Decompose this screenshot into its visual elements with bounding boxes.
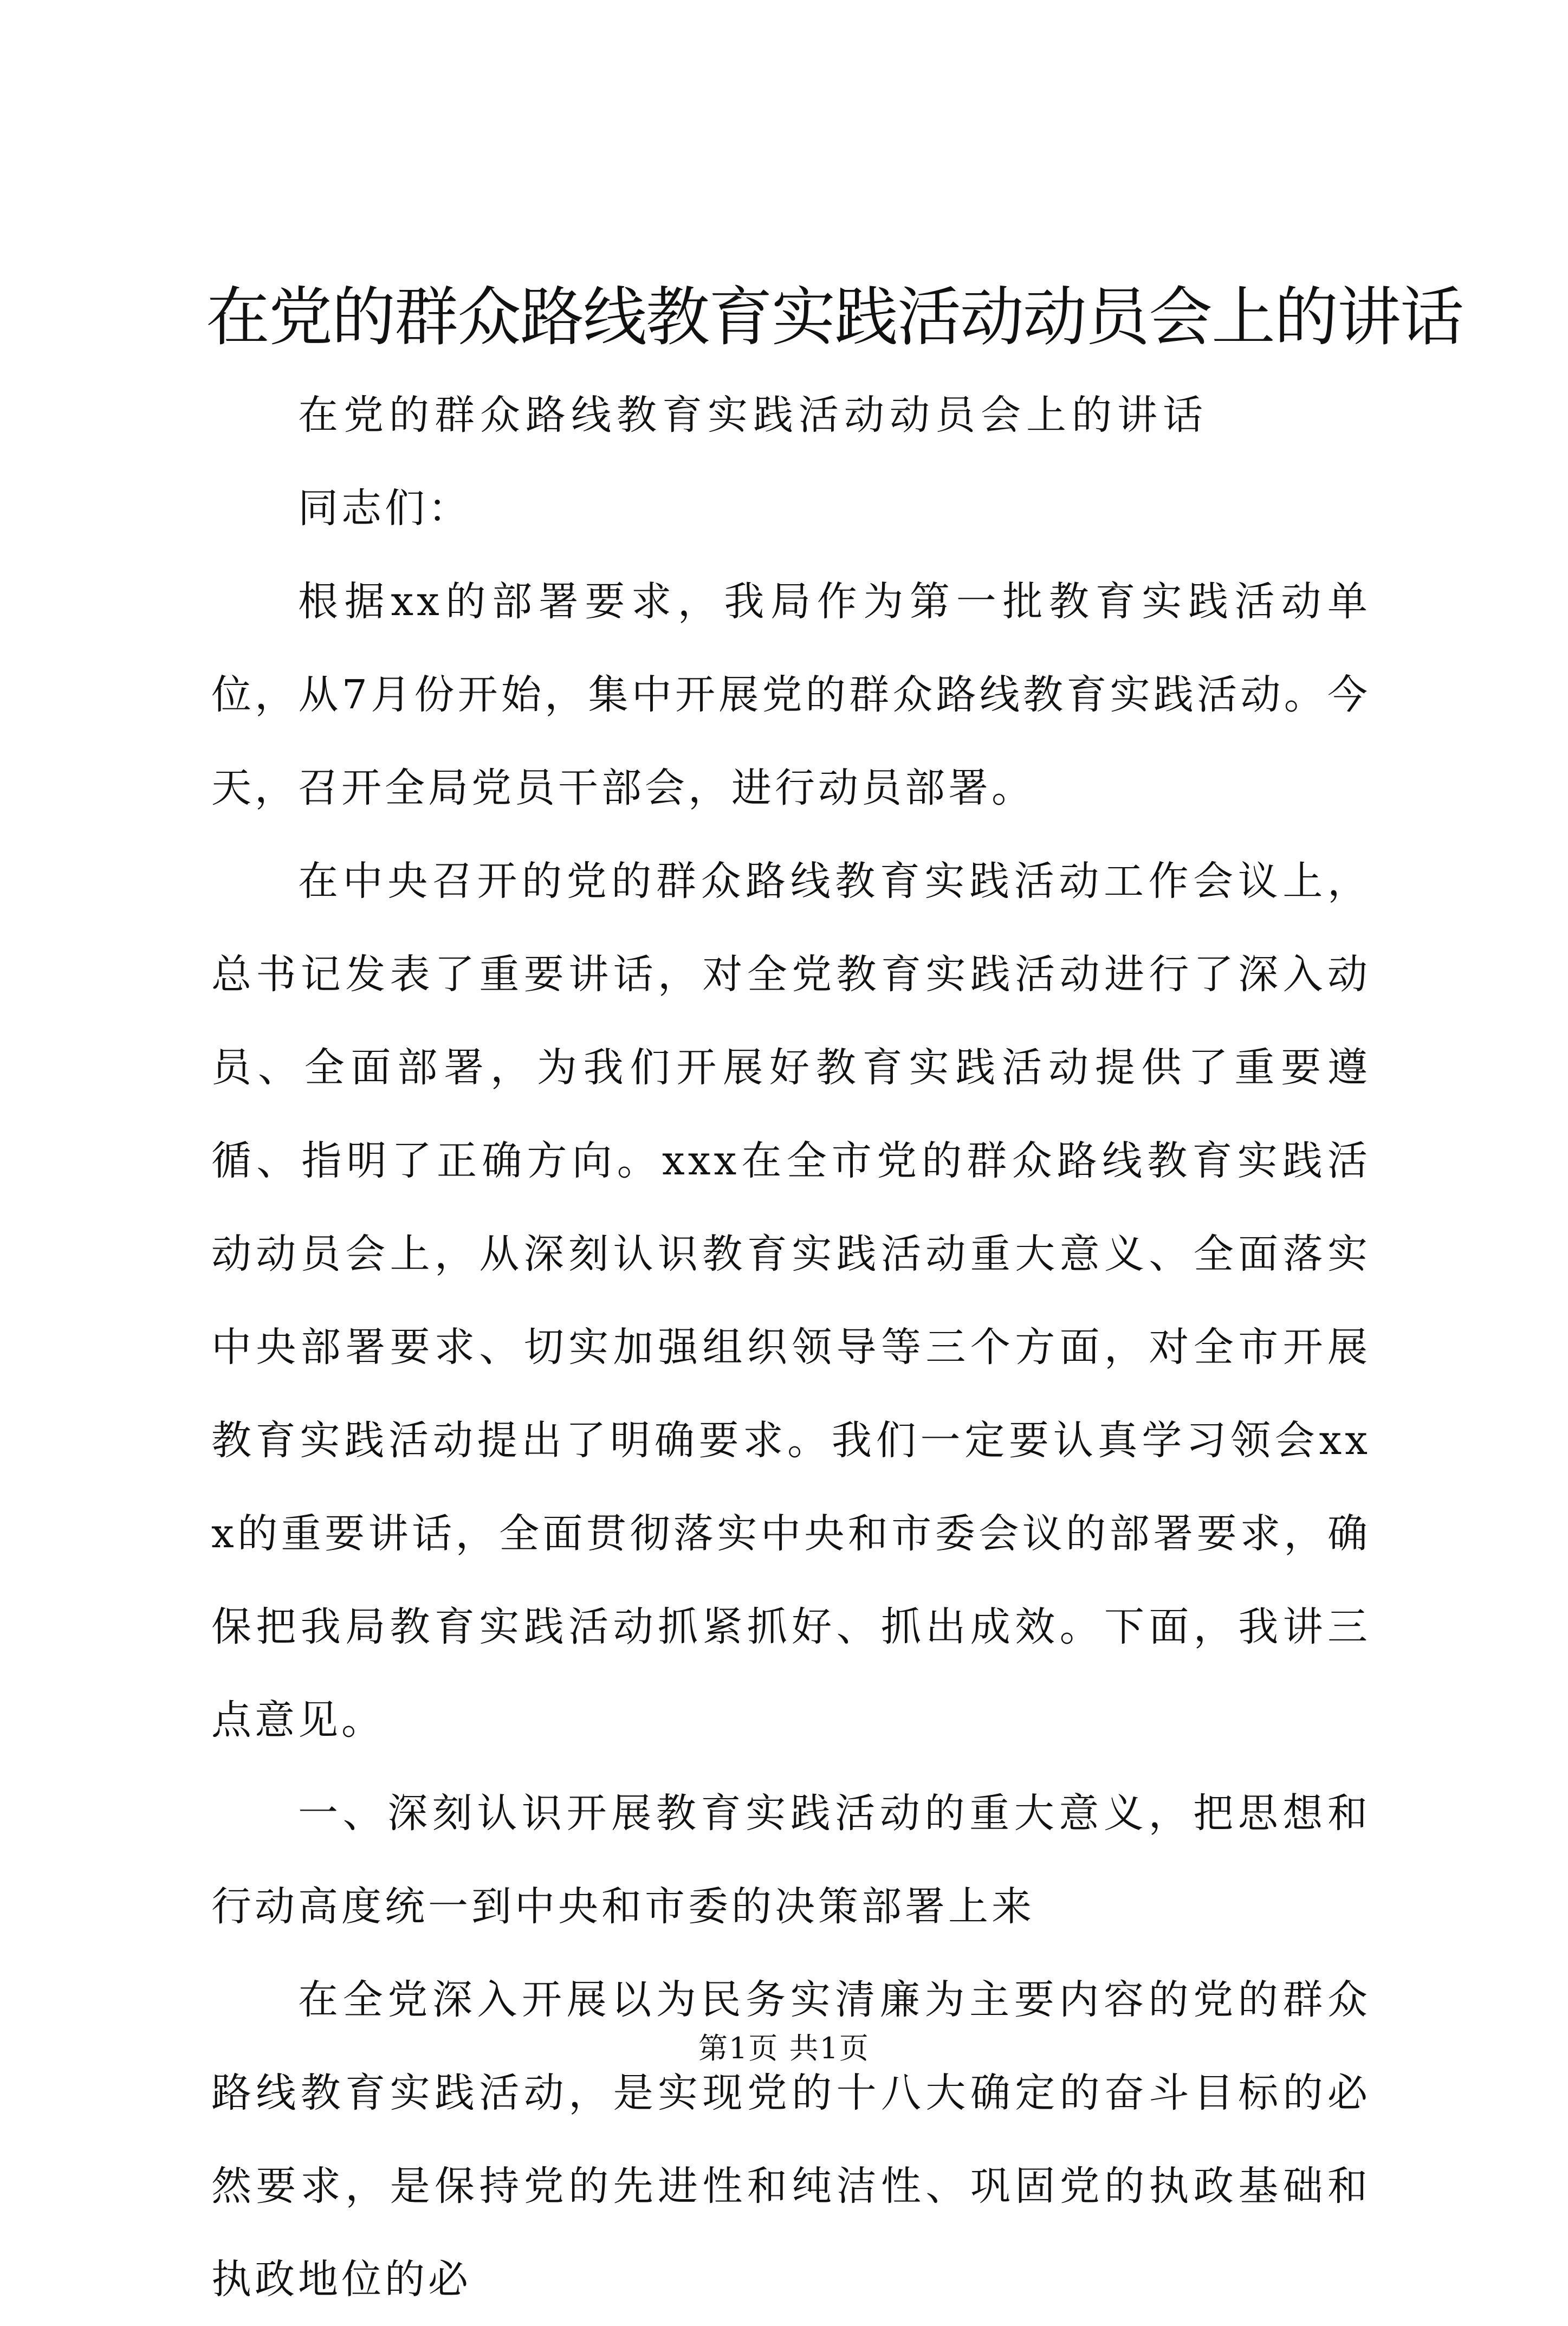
page-footer: 第1页 共1页 bbox=[698, 2031, 870, 2065]
body-paragraph: 在全党深入开展以为民务实清廉为主要内容的党的群众路线教育实践活动，是实现党的十八大确定的奋斗目标的必然要求，是保持党的先进性和纯洁性、巩固党的执政基础和执政地位的必 bbox=[211, 1976, 1371, 2303]
subtitle-paragraph: 在党的群众路线教育实践活动动员会上的讲话 bbox=[298, 392, 1208, 438]
section-heading-paragraph: 一、深刻认识开展教育实践活动的重大意义，把思想和行动高度统一到中央和市委的决策部署上来 bbox=[211, 1790, 1371, 1930]
body-paragraph: 根据xx的部署要求，我局作为第一批教育实践活动单位，从7月份开始，集中开展党的群众路线教育实践活动。今天，召开全局党员干部会，进行动员部署。 bbox=[211, 578, 1371, 811]
salutation-paragraph: 同志们： bbox=[298, 485, 471, 532]
document-title: 在党的群众路线教育实践活动动员会上的讲话 bbox=[206, 280, 1463, 354]
body-paragraph: 在中央召开的党的群众路线教育实践活动工作会议上，总书记发表了重要讲话，对全党教育实践活动进行了深入动员、全面部署，为我们开展好教育实践活动提供了重要遵循、指明了正确方向。xxx在全市党的群众路线教育实践活动动员会上，从深刻认识教育实践活动重大意义、全面落实中央部署要求、切实加强组织领导等三个方面，对全市开展教育实践活动提出了明确要求。我们一定要认真学习领会xxx的重要讲话，全面贯彻落实中央和市委会议的部署要求，确保把我局教育实践活动抓紧抓好、抓出成效。下面，我讲三点意见。 bbox=[211, 858, 1371, 1743]
